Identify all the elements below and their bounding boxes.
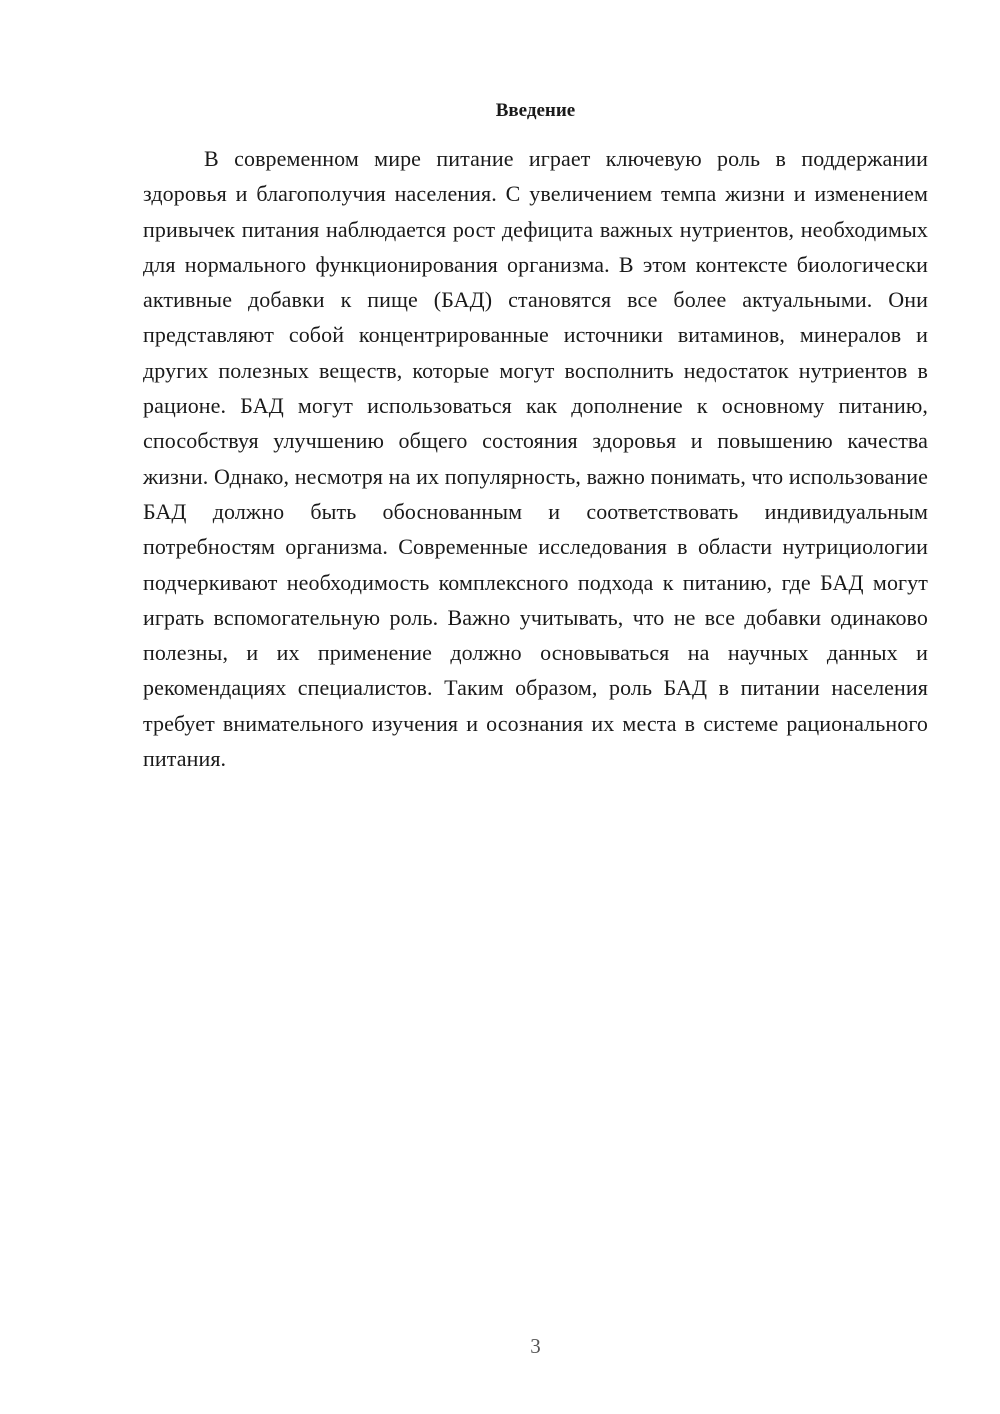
section-heading: Введение bbox=[495, 100, 576, 121]
page-number: 3 bbox=[530, 1334, 541, 1358]
body-paragraph: В современном мире питание играет ключевую роль в поддержании здоровья и благополучия населения. С увеличением темпа жизни и изменением привычек питания наблюдается рост дефицита важных нутриентов, необходимых для нормального функционирования организма. В этом контексте биологически активные добавки к пище (БАД) становятся все более актуальными. Они представляют собой концентрированные источники витаминов, минералов и других полезных веществ, которые могут восполнить недостаток нутриентов в рационе. БАД могут использоваться как дополнение к основному питанию, способствуя улучшению общего состояния здоровья и повышению качества жизни. Однако, несмотря на их популярность, важно понимать, что использование БАД должно быть обоснованным и соответствовать индивидуальным потребностям организма. Современные исследования в области нутрициологии подчеркивают необходимость комплексного подхода к питанию, где БАД могут играть вспомогательную роль. Важно учитывать, что не все добавки одинаково полезны, и их применение должно основываться на научных данных и рекомендациях специалистов. Таким образом, роль БАД в питании населения требует внимательного изучения и осознания их места в системе рационального питания. bbox=[143, 146, 928, 772]
